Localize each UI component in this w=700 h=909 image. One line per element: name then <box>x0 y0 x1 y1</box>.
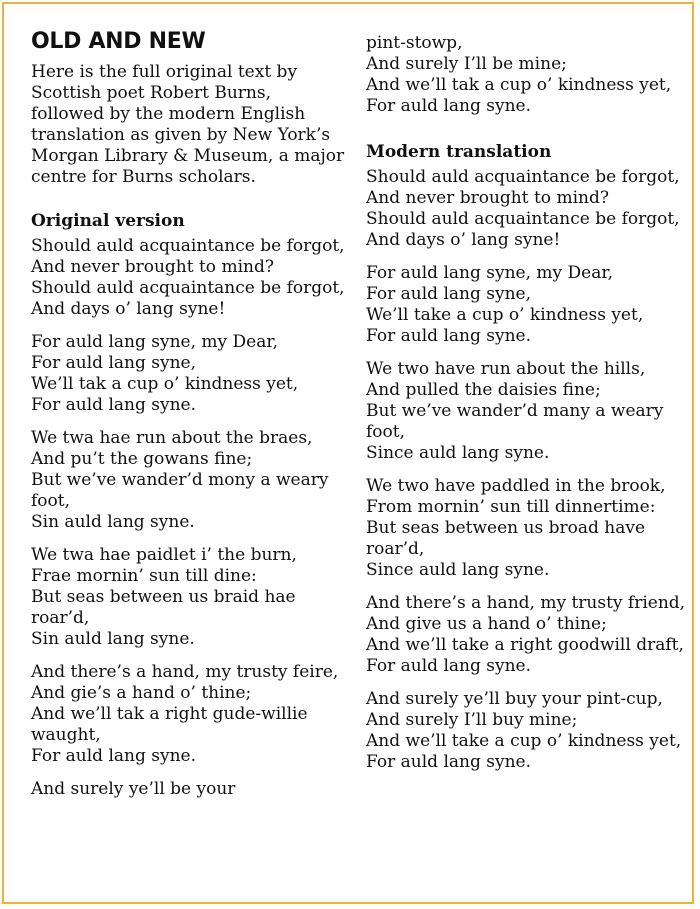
stanza-line: And we’ll tak a right gude-willie waught, <box>31 704 308 745</box>
stanza-line: And surely I’ll be mine; <box>366 54 567 74</box>
stanza-line: And pu’t the gowans fine; <box>31 449 253 469</box>
original-stanza-6-start <box>31 779 349 800</box>
stanza-line: And surely I’ll buy mine; <box>366 710 578 730</box>
stanza-line: And we’ll take a right goodwill draft, <box>366 635 684 655</box>
stanza-line: And we’ll tak a cup o’ kindness yet, <box>366 75 672 95</box>
stanza-line: For auld lang syne. <box>366 326 531 346</box>
left-column <box>31 28 349 812</box>
stanza-line: Should auld acquaintance be forgot, <box>366 209 680 229</box>
stanza-line: Since auld lang syne. <box>366 443 550 463</box>
stanza-line: And surely ye’ll be your <box>31 779 236 799</box>
stanza-line: For auld lang syne, <box>31 353 196 373</box>
stanza-line: Since auld lang syne. <box>366 560 550 580</box>
stanza-line: And gie’s a hand o’ thine; <box>31 683 252 703</box>
stanza-line: And pulled the daisies fine; <box>366 380 601 400</box>
stanza-line: For auld lang syne. <box>31 746 196 766</box>
stanza-line: But seas between us braid hae roar’d, <box>31 587 296 628</box>
page-title: OLD AND NEW <box>31 29 206 54</box>
stanza-line: But we’ve wander’d mony a weary foot, <box>31 470 329 511</box>
stanza-line: Should auld acquaintance be forgot, <box>31 278 345 298</box>
stanza-line: And never brought to mind? <box>31 257 274 277</box>
modern-stanza-5 <box>366 593 686 677</box>
stanza-line: And there’s a hand, my trusty friend, <box>366 593 686 613</box>
stanza-line: Sin auld lang syne. <box>31 629 195 649</box>
stanza-line: And give us a hand o’ thine; <box>366 614 607 634</box>
stanza-line: But we’ve wander’d many a weary foot, <box>366 401 664 442</box>
modern-stanza-4 <box>366 476 686 581</box>
stanza-line: For auld lang syne, <box>366 284 531 304</box>
article-box <box>2 2 694 904</box>
stanza-line: Frae mornin’ sun till dine: <box>31 566 257 586</box>
stanza-line: And never brought to mind? <box>366 188 609 208</box>
stanza-line: For auld lang syne. <box>31 395 196 415</box>
original-stanza-2 <box>31 332 349 416</box>
modern-stanzas <box>366 167 686 773</box>
stanza-line: But seas between us broad have roar’d, <box>366 518 646 559</box>
stanza-line: From mornin’ sun till dinnertime: <box>366 497 656 517</box>
stanza-line: And there’s a hand, my trusty feire, <box>31 662 339 682</box>
stanza-line: We’ll take a cup o’ kindness yet, <box>366 305 644 325</box>
stanza-line: Should auld acquaintance be forgot, <box>366 167 680 187</box>
original-stanza-1 <box>31 236 349 320</box>
stanza-line: We twa hae paidlet i’ the burn, <box>31 545 297 565</box>
stanza-line: For auld lang syne. <box>366 96 531 116</box>
stanza-line: And days o’ lang syne! <box>366 230 561 250</box>
modern-translation-heading: Modern translation <box>366 142 552 162</box>
modern-stanza-2 <box>366 263 686 347</box>
stanza-line: And days o’ lang syne! <box>31 299 226 319</box>
stanza-line: For auld lang syne. <box>366 656 531 676</box>
stanza-line: We twa hae run about the braes, <box>31 428 313 448</box>
stanza-line: For auld lang syne, my Dear, <box>366 263 614 283</box>
stanza-line: And surely ye’ll buy your pint-cup, <box>366 689 663 709</box>
original-stanza-5 <box>31 662 349 767</box>
intro-paragraph: Here is the full original text by Scottish poet Robert Burns, followed by the modern English translation as given by New York’s Morgan Library & Museum, a major centre for Burns scholars. <box>31 62 345 187</box>
right-column <box>366 33 686 785</box>
original-stanzas <box>31 236 349 767</box>
stanza-line: And we’ll take a cup o’ kindness yet, <box>366 731 682 751</box>
modern-stanza-3 <box>366 359 686 464</box>
original-stanza-6-continued <box>366 33 686 117</box>
stanza-line: pint-stowp, <box>366 33 463 53</box>
stanza-line: We two have run about the hills, <box>366 359 646 379</box>
stanza-line: We two have paddled in the brook, <box>366 476 666 496</box>
original-version-heading: Original version <box>31 211 185 231</box>
original-stanza-4 <box>31 545 349 650</box>
stanza-line: Sin auld lang syne. <box>31 512 195 532</box>
stanza-line: Should auld acquaintance be forgot, <box>31 236 345 256</box>
stanza-line: For auld lang syne, my Dear, <box>31 332 279 352</box>
modern-stanza-1 <box>366 167 686 251</box>
stanza-line: For auld lang syne. <box>366 752 531 772</box>
stanza-line: We’ll tak a cup o’ kindness yet, <box>31 374 299 394</box>
original-stanza-3 <box>31 428 349 533</box>
modern-stanza-6 <box>366 689 686 773</box>
